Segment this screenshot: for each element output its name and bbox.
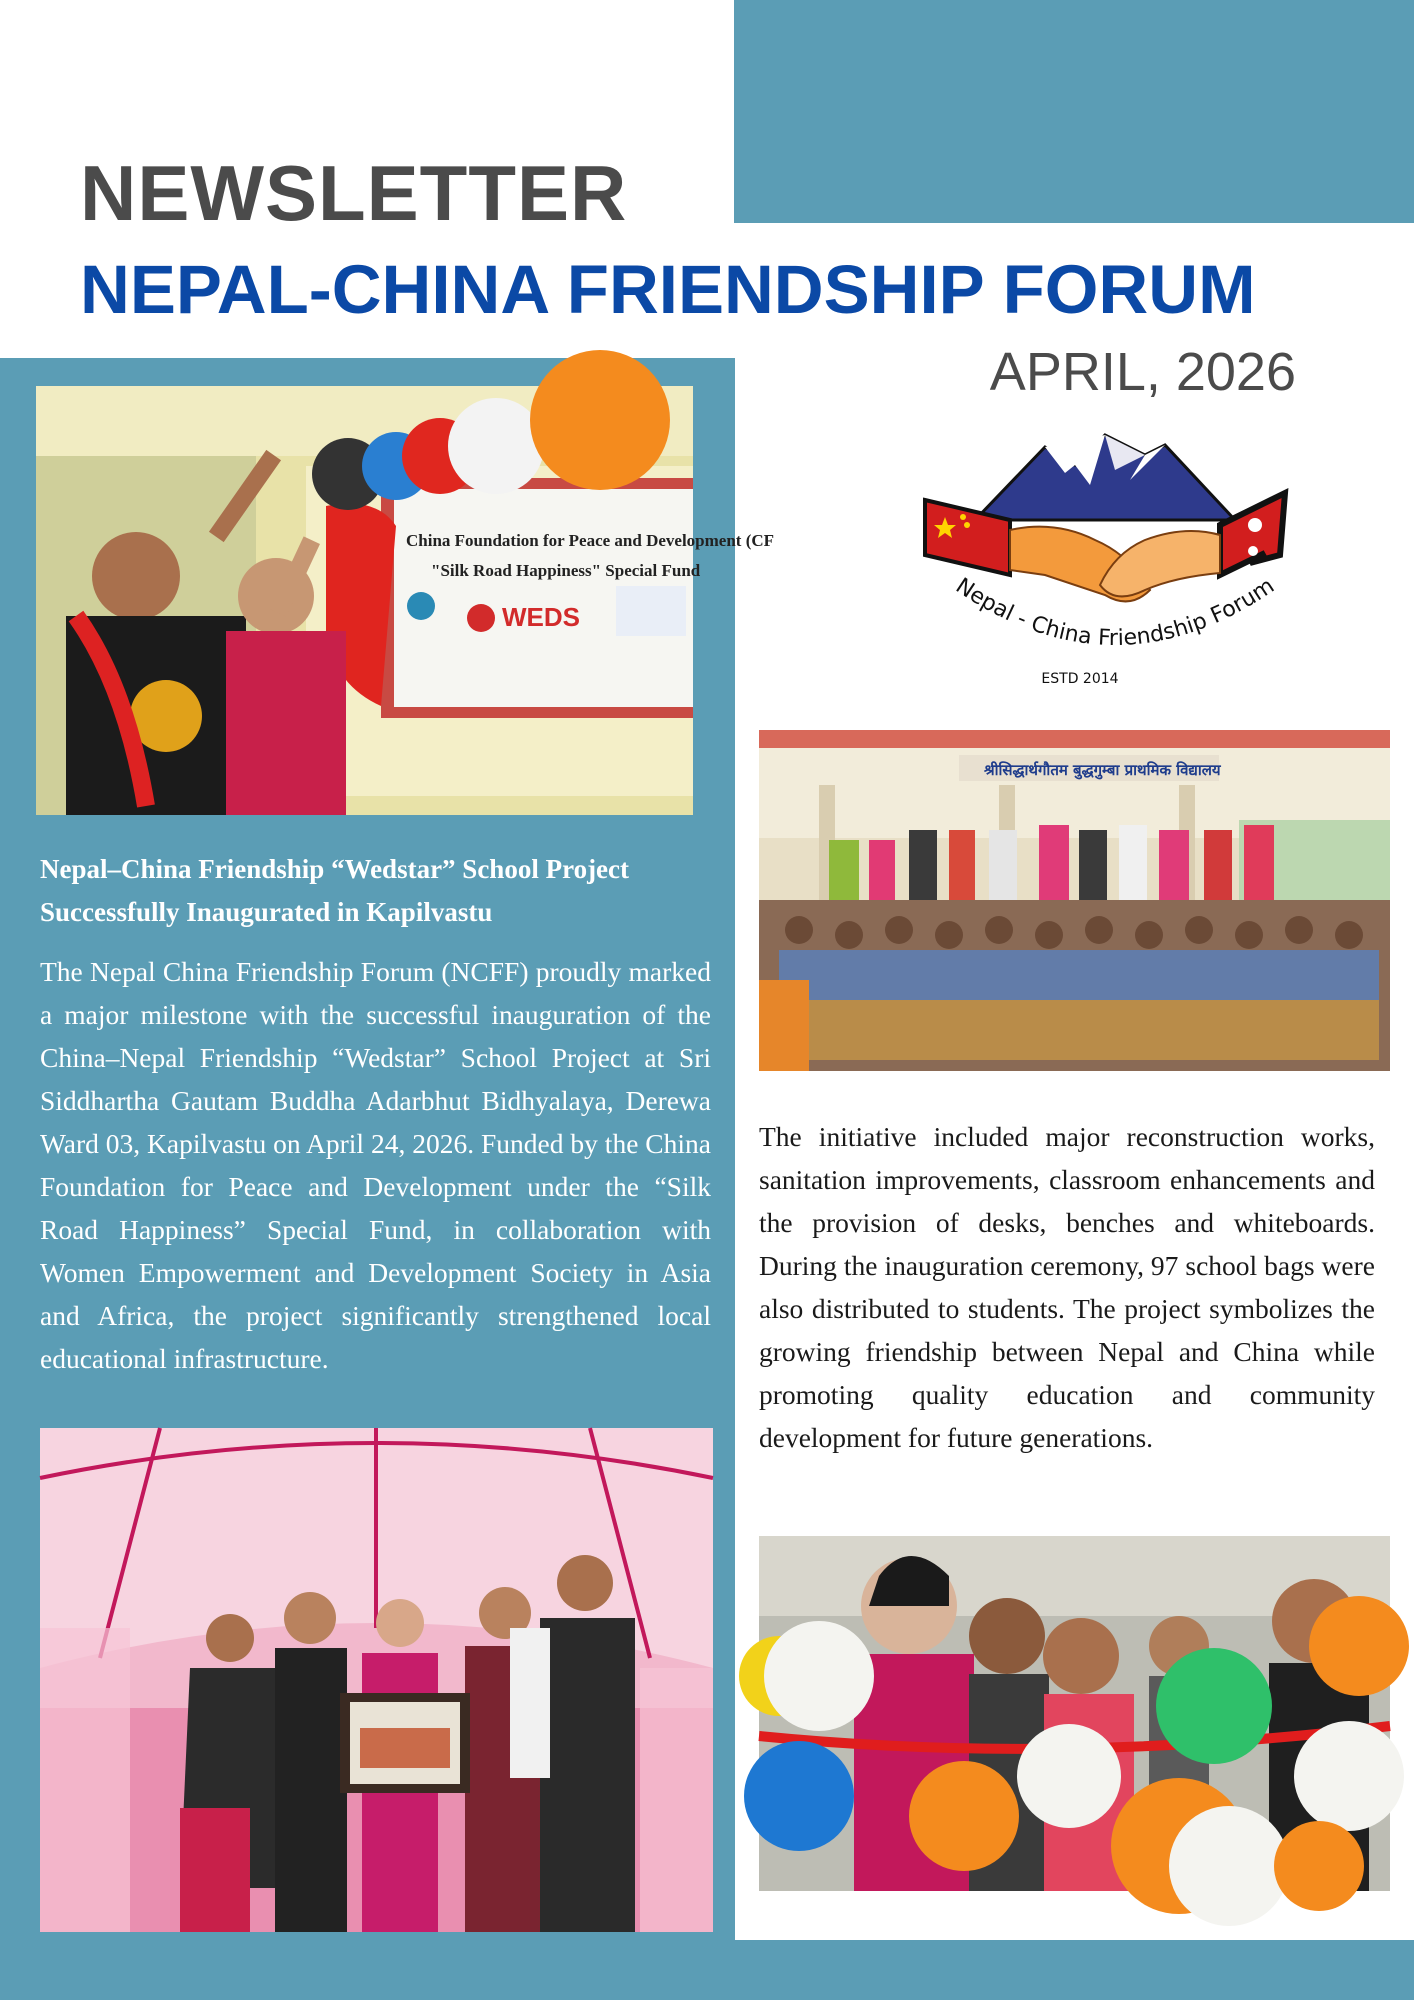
plaque-weds-logo: WEDS (502, 602, 580, 632)
organization-title: NEPAL-CHINA FRIENDSHIP FORUM (80, 251, 1256, 328)
newsletter-heading: NEWSLETTER (80, 149, 628, 237)
teal-header-block (734, 0, 1414, 223)
logo-ring-text: Nepal - China Friendship Forum (951, 573, 1279, 652)
plaque-line-1: China Foundation for Peace and Development (CF (406, 531, 775, 550)
issue-date: APRIL, 2026 (989, 342, 1296, 402)
certificate-presentation-photo (40, 1428, 713, 1932)
school-sign-text: श्रीसिद्धार्थगौतम बुद्धगुम्बा प्राथमिक विद्यालय (984, 761, 1221, 779)
article-continuation: The initiative included major reconstruction works, sanitation improvements, classroom enhancements and the provision of desks, benches and whiteboards. During the inauguration ceremony, 97 school bags were also distributed to students. The project symbolizes the growing friendship between Nepal and China while promoting quality education and community development for future generations. (759, 1121, 1375, 1453)
nepal-flag-icon (1220, 493, 1285, 575)
plaque-line-2: "Silk Road Happiness" Special Fund (431, 561, 701, 580)
handshake-icon (1010, 527, 1220, 602)
ncff-logo (915, 425, 1315, 695)
teal-footer-strip (735, 1940, 1414, 2000)
article-title: Nepal–China Friendship “Wedstar” School Project Successfully Inaugurated in Kapilvastu (40, 854, 630, 927)
school-group-photo (759, 730, 1390, 1071)
ribbon-cutting-photo (759, 1536, 1390, 1891)
plaque-unveiling-photo (36, 386, 775, 815)
article-body: The Nepal China Friendship Forum (NCFF) proudly marked a major milestone with the successful inauguration of the China–Nepal Friendship “Wedstar” School Project at Sri Siddhartha Gautam Buddha Adarbhut Bidhyalaya, Derewa Ward 03, Kapilvastu on April 24, 2026. Funded by the China Foundation for Peace and Development under the “Silk Road Happiness” Special Fund, in collaboration with Women Empowerment and Development Society in Asia and Africa, the project significantly strengthened local educational infrastructure. (40, 956, 711, 1374)
logo-estd: ESTD 2014 (1041, 671, 1119, 687)
